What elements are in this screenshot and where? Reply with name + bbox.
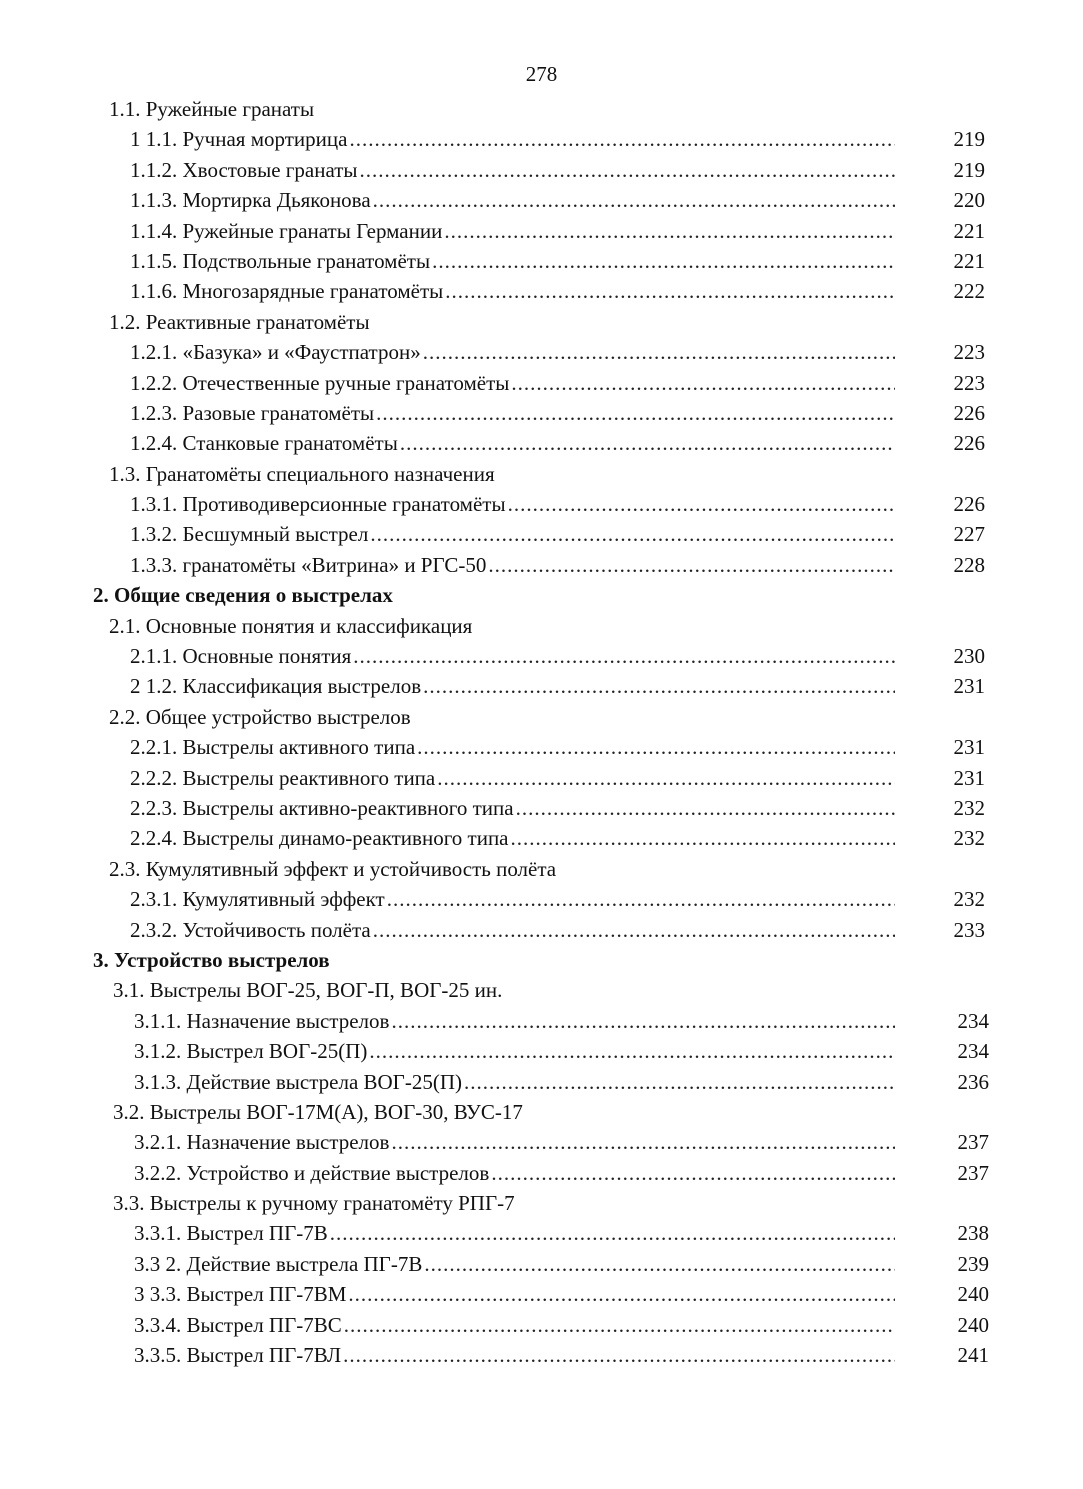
toc-entry-line [130,641,895,671]
toc-entry-line [134,1067,895,1097]
toc-entry-title: 1.2. Реактивные гранатомёты [109,309,370,334]
toc-entry-title: 3.1. Выстрелы ВОГ-25, ВОГ-П, ВОГ-25 ин. [113,978,503,1003]
toc-section [0,611,1083,641]
toc-page-number: 237 [957,1130,989,1155]
dot-leader [387,884,895,914]
toc-entry [0,1036,1083,1066]
toc-entry [0,641,1083,671]
toc-entry [0,550,1083,580]
toc-page-number: 231 [953,674,985,699]
toc-entry-title: 1.1.4. Ружейные гранаты Германии [130,218,443,243]
toc-entry-line [134,1279,895,1309]
dot-leader [376,398,895,428]
dot-leader [369,1036,895,1066]
toc-entry-line [130,915,895,945]
toc-entry-line [130,368,895,398]
toc-page-number: 226 [953,400,985,425]
page-number: 278 [525,62,558,86]
dot-leader [424,1249,895,1279]
toc-page-number: 240 [957,1312,989,1337]
toc-page-number: 237 [957,1160,989,1185]
toc-section [0,975,1083,1005]
toc-entry-line [130,550,895,580]
toc-entry-line [130,763,895,793]
toc-entry-line [109,459,895,489]
toc-page-number: 232 [953,826,985,851]
toc-entry-title: 1.2.2. Отечественные ручные гранатомёты [130,370,510,395]
toc-section [0,307,1083,337]
toc-entry-line [109,854,895,884]
toc-entry-title: 2.1.1. Основные понятия [130,644,352,669]
toc-entry-line [134,1249,895,1279]
toc-entry [0,1218,1083,1248]
toc-entry-line [109,702,895,732]
toc-entry [0,276,1083,306]
dot-leader [511,368,895,398]
toc-page-number: 231 [953,765,985,790]
toc-page-number: 226 [953,431,985,456]
dot-leader [349,124,895,154]
toc-page-number: 221 [953,248,985,273]
toc-entry-line [134,1127,895,1157]
toc-entry-line [113,1188,895,1218]
toc-entry-line [130,398,895,428]
toc-entry [0,732,1083,762]
toc-entry-title: 2.2. Общее устройство выстрелов [109,704,411,729]
toc-entry-title: 1.1. Ружейные гранаты [109,97,315,121]
toc-entry [0,1006,1083,1036]
toc-entry-line [109,94,895,124]
toc-entry-line [134,1310,895,1340]
toc-page-number: 221 [953,218,985,243]
toc-entry [0,124,1083,154]
toc-page-number: 236 [957,1069,989,1094]
toc-entry-title: 2.2.4. Выстрелы динамо-реактивного типа [130,826,509,851]
dot-leader [400,428,895,458]
dot-leader [508,489,895,519]
toc-page-number: 220 [953,188,985,213]
toc-entry [0,337,1083,367]
toc-entry [0,519,1083,549]
dot-leader [444,216,895,246]
dot-leader [488,550,895,580]
toc-entry [0,1249,1083,1279]
toc-entry-title: 1.1.3. Мортирка Дьяконова [130,188,371,213]
toc-entry-line [134,1218,895,1248]
dot-leader [432,246,895,276]
toc-page-number: 234 [957,1039,989,1064]
dot-leader [491,1158,895,1188]
toc-page-number: 230 [953,644,985,669]
dot-leader [370,519,895,549]
toc-page-number: 232 [953,795,985,820]
toc-page-number: 232 [953,887,985,912]
toc-entry-title: 2. Общие сведения о выстрелах [93,583,393,608]
dot-leader [511,823,895,853]
toc-page-number: 227 [953,522,985,547]
toc-entry-line [130,519,895,549]
toc-page-number: 231 [953,735,985,760]
toc-entry-line [130,823,895,853]
toc-entry-line [130,155,895,185]
dot-leader [464,1067,895,1097]
toc-entry-title: 3.1.2. Выстрел ВОГ-25(П) [134,1039,368,1064]
toc-entry-title: 3.2. Выстрелы ВОГ-17М(А), ВОГ-30, ВУС-17 [113,1099,523,1124]
toc-entry-title: 2 1.2. Классификация выстрелов [130,674,422,699]
dot-leader [391,1006,895,1036]
toc-entry-line [130,246,895,276]
dot-leader [348,1279,895,1309]
toc-page-number: 233 [953,917,985,942]
toc-entry [0,185,1083,215]
toc-entry-line [113,975,895,1005]
toc-entry-line [130,185,895,215]
toc-entry-title: 2.3. Кумулятивный эффект и устойчивость полёта [109,856,557,881]
toc-page-number: 239 [957,1251,989,1276]
toc-entry [0,884,1083,914]
toc-entry [0,489,1083,519]
toc-entry-line [130,732,895,762]
toc-entry-title: 1.2.3. Разовые гранатомёты [130,400,375,425]
toc-entry-line [134,1036,895,1066]
toc-page-number: 228 [953,552,985,577]
toc-entry [0,428,1083,458]
dot-leader [417,732,895,762]
dot-leader [360,155,895,185]
toc-entry-line [130,489,895,519]
dot-leader [445,276,895,306]
toc-entry-title: 2.1. Основные понятия и классификация [109,613,473,638]
toc-section [0,854,1083,884]
toc-entry-line [130,337,895,367]
toc-entry-line [113,1097,895,1127]
toc-entry-line [109,307,895,337]
table-of-contents [0,94,1083,1370]
toc-entry-title: 3.1.3. Действие выстрела ВОГ-25(П) [134,1069,462,1094]
toc-page-number: 234 [957,1008,989,1033]
toc-entry-line [130,124,895,154]
toc-entry-title: 3.1.1. Назначение выстрелов [134,1008,390,1033]
toc-chapter [0,945,1083,975]
toc-page-number: 238 [957,1221,989,1246]
toc-entry [0,793,1083,823]
toc-entry-title: 1.3.3. гранатомёты «Витрина» и РГС-50 [130,552,487,577]
toc-entry-title: 1.3.2. Бесшумный выстрел [130,522,369,547]
toc-entry [0,671,1083,701]
toc-entry-line [130,884,895,914]
toc-entry [0,1158,1083,1188]
toc-entry-line [130,428,895,458]
toc-entry-title: 2.2.2. Выстрелы реактивного типа [130,765,436,790]
toc-entry-title: 1.1.2. Хвостовые гранаты [130,157,358,182]
dot-leader [516,793,895,823]
toc-entry-title: 1.3. Гранатомёты специального назначения [109,461,495,486]
toc-entry [0,1310,1083,1340]
toc-entry-title: 3.3.4. Выстрел ПГ-7ВС [134,1312,342,1337]
toc-entry-title: 3. Устройство выстрелов [93,947,330,972]
toc-page-number: 241 [957,1343,989,1368]
toc-page-number: 219 [953,127,985,152]
toc-entry [0,368,1083,398]
toc-entry-title: 3.3 2. Действие выстрела ПГ-7В [134,1251,423,1276]
dot-leader [423,337,895,367]
toc-entry [0,246,1083,276]
toc-page-number: 219 [953,157,985,182]
dot-leader [373,185,895,215]
toc-entry-title: 2.3.2. Устойчивость полёта [130,917,371,942]
toc-entry-title: 1 1.1. Ручная мортирица [130,127,348,152]
toc-entry-title: 3 3.3. Выстрел ПГ-7ВМ [134,1282,347,1307]
toc-entry-line [130,216,895,246]
toc-entry-title: 1.2.1. «Базука» и «Фаустпатрон» [130,340,421,365]
dot-leader [373,915,895,945]
toc-entry [0,1340,1083,1370]
toc-entry-line [93,580,895,610]
toc-entry [0,398,1083,428]
dot-leader [344,1310,895,1340]
toc-page-number: 226 [953,492,985,517]
toc-entry [0,1127,1083,1157]
toc-page-number: 223 [953,370,985,395]
toc-entry-line [130,793,895,823]
toc-entry-title: 1.2.4. Станковые гранатомёты [130,431,398,456]
dot-leader [353,641,895,671]
toc-entry-title: 3.3.1. Выстрел ПГ-7В [134,1221,328,1246]
toc-entry-title: 2.3.1. Кумулятивный эффект [130,887,385,912]
toc-entry-title: 1.1.5. Подствольные гранатомёты [130,248,431,273]
toc-entry-line [93,945,895,975]
toc-section [0,459,1083,489]
toc-entry [0,915,1083,945]
toc-chapter [0,580,1083,610]
toc-entry-title: 3.2.1. Назначение выстрелов [134,1130,390,1155]
toc-entry-line [134,1006,895,1036]
toc-page-number: 240 [957,1282,989,1307]
toc-entry-title: 2.2.3. Выстрелы активно-реактивного типа [130,795,514,820]
toc-entry-title: 1.3.1. Противодиверсионные гранатомёты [130,492,506,517]
dot-leader [423,671,895,701]
toc-entry-line [109,611,895,641]
toc-entry-title: 2.2.1. Выстрелы активного типа [130,735,416,760]
toc-entry-line [130,671,895,701]
toc-entry [0,1279,1083,1309]
toc-entry [0,763,1083,793]
dot-leader [437,763,895,793]
toc-section [0,94,1083,124]
toc-entry [0,823,1083,853]
dot-leader [343,1340,895,1370]
toc-entry [0,1067,1083,1097]
toc-entry-line [134,1340,895,1370]
toc-section [0,702,1083,732]
toc-entry-line [134,1158,895,1188]
toc-entry-title: 3.3. Выстрелы к ручному гранатомёту РПГ-7 [113,1191,515,1216]
toc-page-number: 222 [953,279,985,304]
toc-entry [0,216,1083,246]
toc-entry-title: 3.3.5. Выстрел ПГ-7ВЛ [134,1343,342,1368]
toc-entry-title: 1.1.6. Многозарядные гранатомёты [130,279,444,304]
dot-leader [391,1127,895,1157]
toc-entry-line [130,276,895,306]
toc-page-number: 223 [953,340,985,365]
toc-entry [0,155,1083,185]
toc-entry-title: 3.2.2. Устройство и действие выстрелов [134,1160,490,1185]
toc-section [0,1188,1083,1218]
toc-section [0,1097,1083,1127]
dot-leader [330,1218,895,1248]
